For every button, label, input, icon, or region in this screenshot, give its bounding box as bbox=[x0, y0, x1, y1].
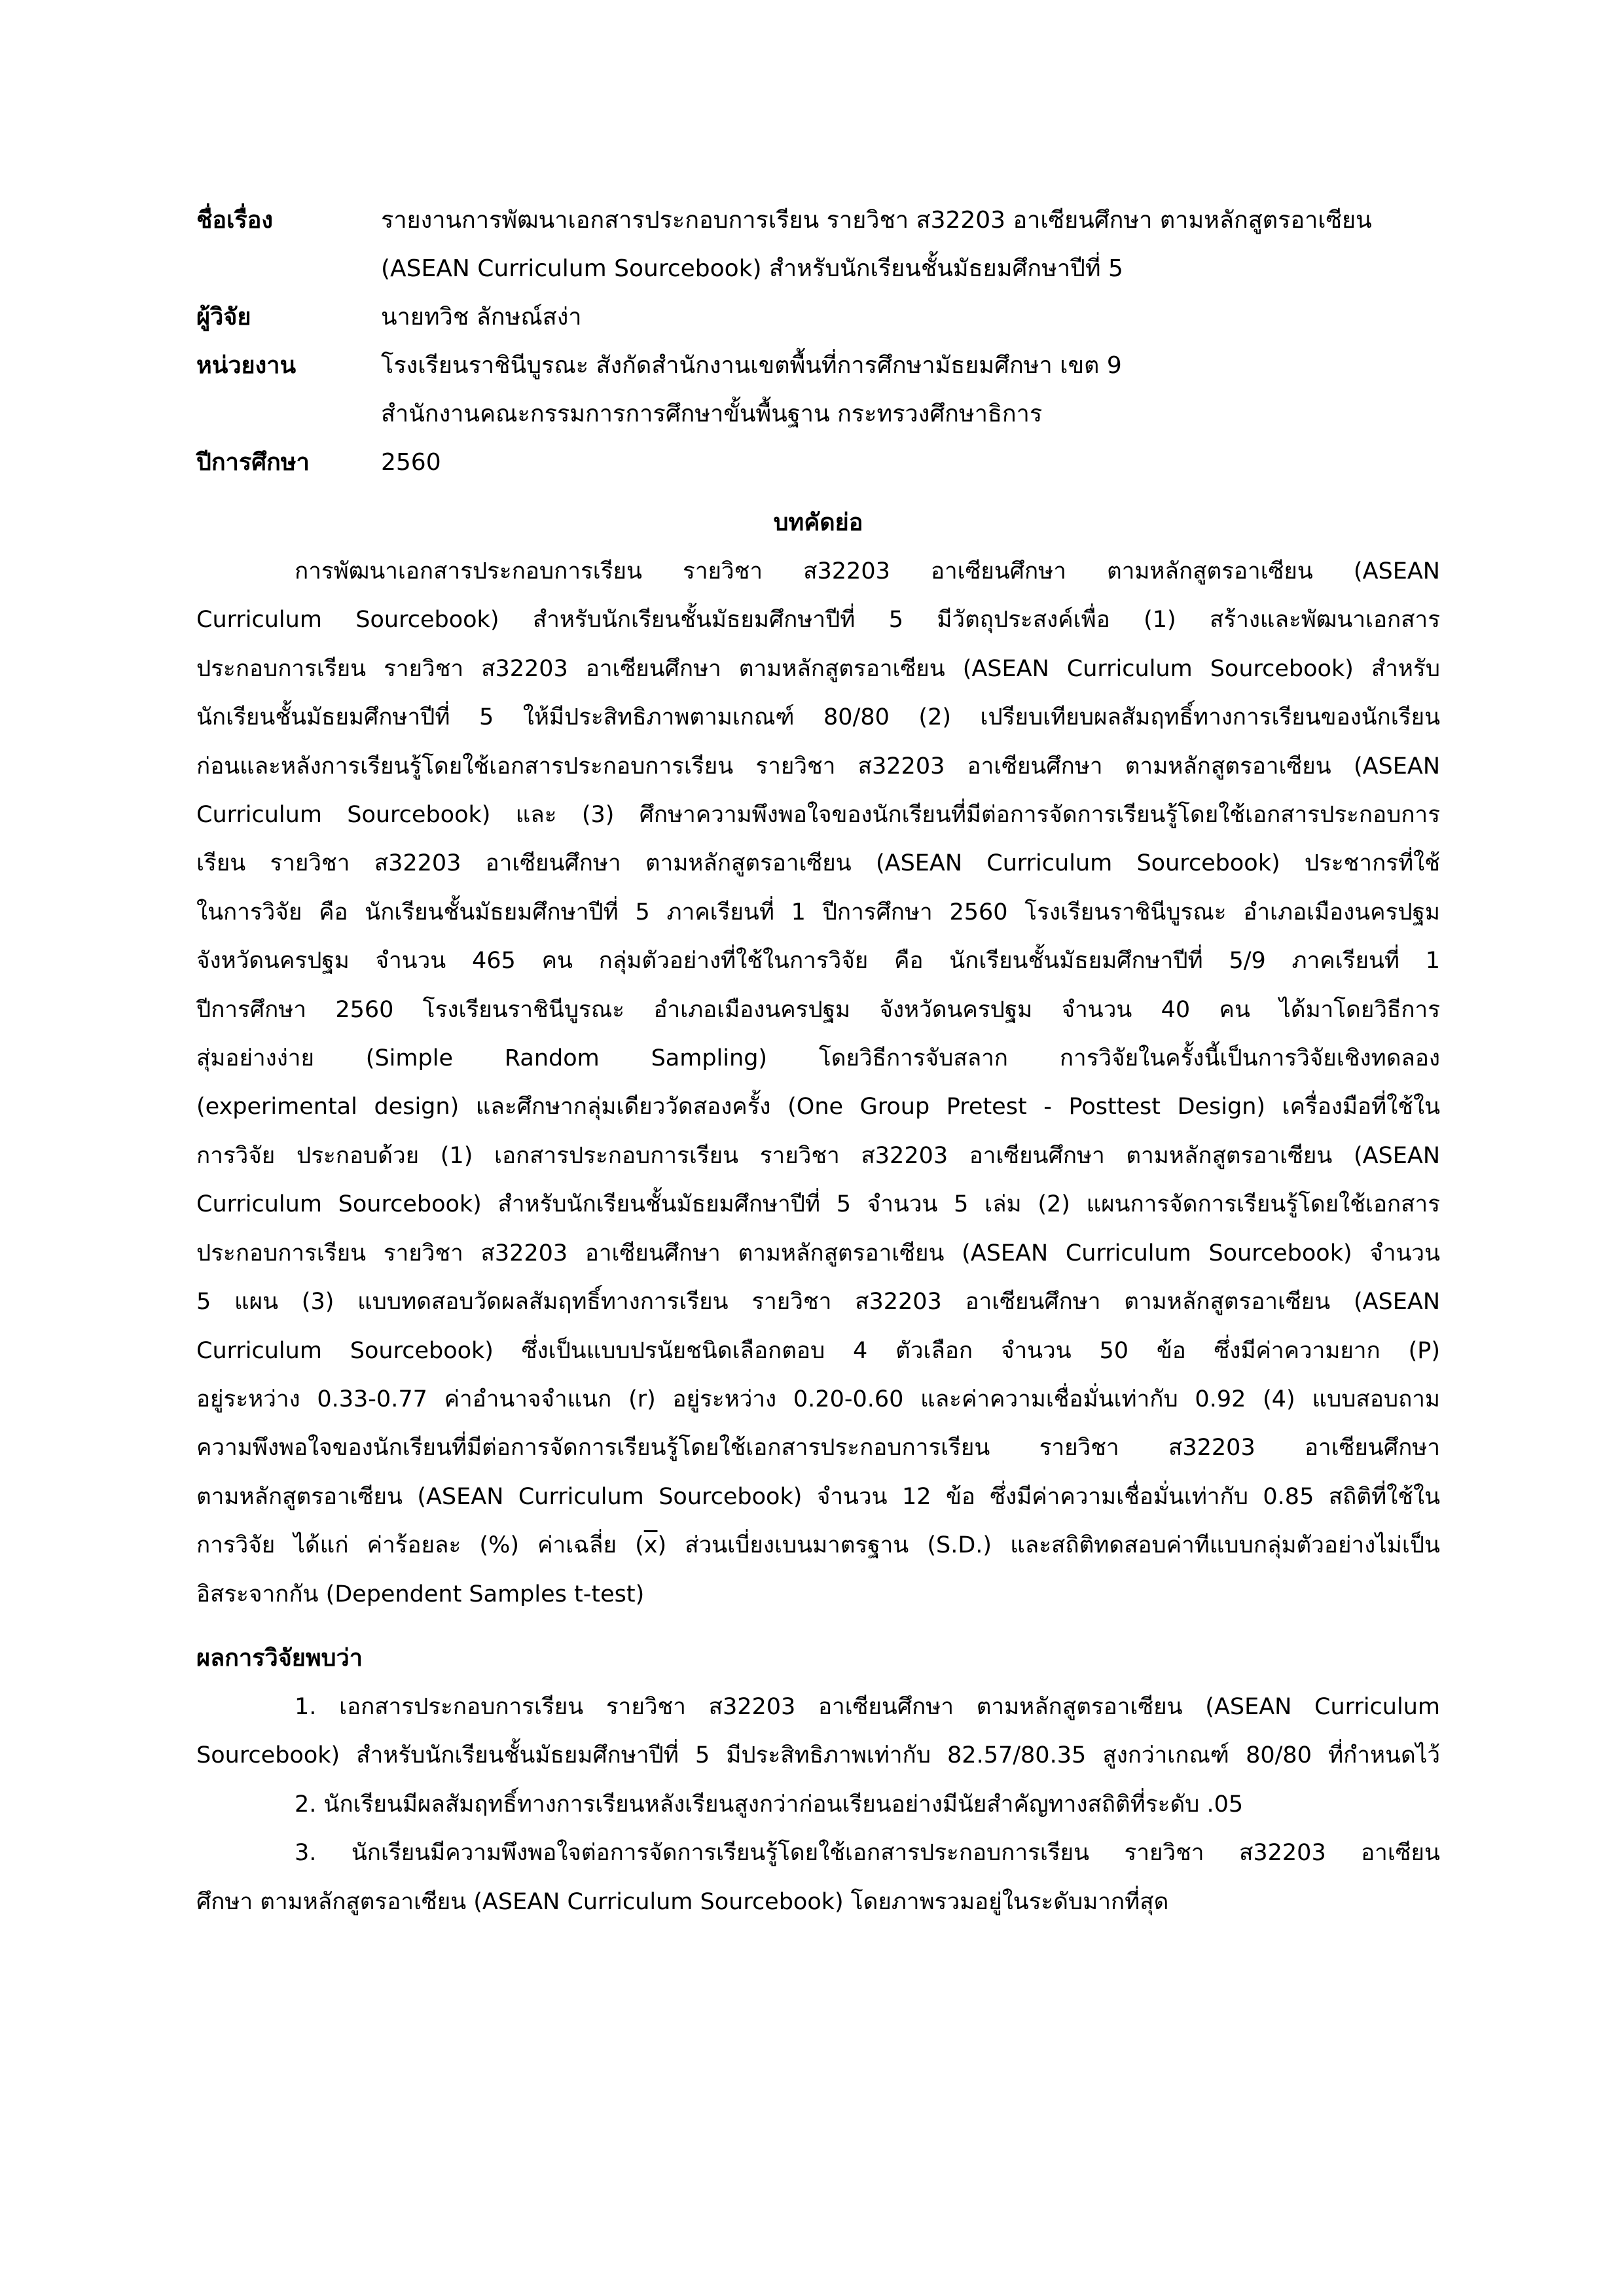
abstract-line: Curriculum Sourcebook) สำหรับนักเรียนชั้นมัธยมศึกษาปีที่ 5 จำนวน 5 เล่ม (2) แผนการจัดการเรียนรู้โดยใช้เอกสาร bbox=[196, 1191, 1440, 1218]
title-line: รายงานการพัฒนาเอกสารประกอบการเรียน รายวิชา ส32203 อาเซียนศึกษา ตามหลักสูตรอาเซียน bbox=[381, 207, 1372, 234]
abstract-line: 5 แผน (3) แบบทดสอบวัดผลสัมฤทธิ์ทางการเรียน รายวิชา ส32203 อาเซียนศึกษา ตามหลักสูตรอาเซียน (ASEAN bbox=[196, 1289, 1440, 1316]
abstract-line: อิสระจากกัน (Dependent Samples t-test) bbox=[196, 1581, 645, 1607]
abstract-line: ในการวิจัย คือ นักเรียนชั้นมัธยมศึกษาปีที่ 5 ภาคเรียนที่ 1 ปีการศึกษา 2560 โรงเรียนราชินีบูรณะ อำเภอเมืองนครปฐม bbox=[196, 899, 1440, 925]
abstract-line: ก่อนและหลังการเรียนรู้โดยใช้เอกสารประกอบการเรียน รายวิชา ส32203 อาเซียนศึกษา ตามหลักสูตรอาเซียน (ASEAN bbox=[196, 753, 1440, 780]
year-value: 2560 bbox=[381, 449, 441, 476]
result-item-3-line: ศึกษา ตามหลักสูตรอาเซียน (ASEAN Curriculum Sourcebook) โดยภาพรวมอยู่ในระดับมากที่สุด bbox=[196, 1888, 1169, 1915]
abstract-line: การวิจัย ประกอบด้วย (1) เอกสารประกอบการเรียน รายวิชา ส32203 อาเซียนศึกษา ตามหลักสูตรอาเซียน (ASEAN bbox=[196, 1142, 1440, 1169]
agency-value bbox=[381, 342, 1440, 439]
document-metadata bbox=[196, 196, 1440, 487]
result-item-1-line: Sourcebook) สำหรับนักเรียนชั้นมัธยมศึกษาปีที่ 5 มีประสิทธิภาพเท่ากับ 82.57/80.35 สูงกว่าเกณฑ์ 80/80 ที่กำหนดไว้ bbox=[196, 1742, 1440, 1769]
title-label: ชื่อเรื่อง bbox=[196, 207, 273, 234]
abstract-line: Curriculum Sourcebook) สำหรับนักเรียนชั้นมัธยมศึกษาปีที่ 5 มีวัตถุประสงค์เพื่อ (1) สร้างและพัฒนาเอกสาร bbox=[196, 607, 1440, 634]
x-bar-symbol: $\overline{x}$ bbox=[643, 1532, 658, 1559]
abstract-line: Curriculum Sourcebook) และ (3) ศึกษาความพึงพอใจของนักเรียนที่มีต่อการจัดการเรียนรู้โดยใช้เอกสารประกอบการ bbox=[196, 802, 1440, 829]
abstract-line: (experimental design) และศึกษากลุ่มเดียววัดสองครั้ง (One Group Pretest - Posttest Design) เครื่องมือที่ใช้ใน bbox=[196, 1094, 1440, 1121]
abstract-line: ตามหลักสูตรอาเซียน (ASEAN Curriculum Sourcebook) จำนวน 12 ข้อ ซึ่งมีค่าความเชื่อมั่นเท่ากับ 0.85 สถิติที่ใช้ใน bbox=[196, 1483, 1440, 1510]
title-value bbox=[381, 196, 1440, 293]
result-item-2: 2. นักเรียนมีผลสัมฤทธิ์ทางการเรียนหลังเรียนสูงกว่าก่อนเรียนอย่างมีนัยสำคัญทางสถิติที่ระดับ .05 bbox=[295, 1791, 1244, 1818]
stats-text-a: การวิจัย ได้แก่ ค่าร้อยละ (%) ค่าเฉลี่ย ( bbox=[196, 1532, 644, 1559]
year-label: ปีการศึกษา bbox=[196, 449, 310, 476]
researcher-value: นายทวิช ลักษณ์สง่า bbox=[381, 304, 582, 331]
title-line: (ASEAN Curriculum Sourcebook) สำหรับนักเรียนชั้นมัธยมศึกษาปีที่ 5 bbox=[381, 255, 1123, 282]
abstract-line: การพัฒนาเอกสารประกอบการเรียน รายวิชา ส32203 อาเซียนศึกษา ตามหลักสูตรอาเซียน (ASEAN bbox=[295, 558, 1440, 584]
agency-line: สำนักงานคณะกรรมการการศึกษาขั้นพื้นฐาน กระทรวงศึกษาธิการ bbox=[381, 401, 1043, 427]
abstract-line: ประกอบการเรียน รายวิชา ส32203 อาเซียนศึกษา ตามหลักสูตรอาเซียน (ASEAN Curriculum Sourcebook) จำนวน bbox=[196, 1240, 1440, 1266]
abstract-line: สุ่มอย่างง่าย (Simple Random Sampling) โดยวิธีการจับสลาก การวิจัยในครั้งนี้เป็นการวิจัยเชิงทดลอง bbox=[196, 1045, 1440, 1072]
results-heading: ผลการวิจัยพบว่า bbox=[196, 1644, 363, 1672]
abstract-line: Curriculum Sourcebook) ซึ่งเป็นแบบปรนัยชนิดเลือกตอบ 4 ตัวเลือก จำนวน 50 ข้อ ซึ่งมีค่าความยาก (P) bbox=[196, 1337, 1440, 1364]
agency-line: โรงเรียนราชินีบูรณะ สังกัดสำนักงานเขตพื้นที่การศึกษามัธยมศึกษา เขต 9 bbox=[381, 352, 1122, 379]
result-item-3-line: 3. นักเรียนมีความพึงพอใจต่อการจัดการเรียนรู้โดยใช้เอกสารประกอบการเรียน รายวิชา ส32203 อาเซียน bbox=[295, 1840, 1440, 1867]
abstract-line: จังหวัดนครปฐม จำนวน 465 คน กลุ่มตัวอย่างที่ใช้ในการวิจัย คือ นักเรียนชั้นมัธยมศึกษาปีที่ 5/9 ภาคเรียนที่ 1 bbox=[196, 948, 1440, 975]
results-body bbox=[196, 1683, 1440, 1926]
stats-text-b: ) ส่วนเบี่ยงเบนมาตรฐาน (S.D.) และสถิติทดสอบค่าทีแบบกลุ่มตัวอย่างไม่เป็น bbox=[657, 1532, 1440, 1559]
abstract-line: ความพึงพอใจของนักเรียนที่มีต่อการจัดการเรียนรู้โดยใช้เอกสารประกอบการเรียน รายวิชา ส32203 อาเซียนศึกษา bbox=[196, 1435, 1440, 1462]
abstract-body bbox=[196, 547, 1440, 1619]
result-item-1-line: 1. เอกสารประกอบการเรียน รายวิชา ส32203 อาเซียนศึกษา ตามหลักสูตรอาเซียน (ASEAN Curriculum bbox=[295, 1693, 1440, 1720]
abstract-heading: บทคัดย่อ bbox=[773, 509, 863, 536]
researcher-label: ผู้วิจัย bbox=[196, 304, 251, 331]
abstract-line: ปีการศึกษา 2560 โรงเรียนราชินีบูรณะ อำเภอเมืองนครปฐม จังหวัดนครปฐม จำนวน 40 คน ได้มาโดยวิธีการ bbox=[196, 996, 1440, 1023]
abstract-line: อยู่ระหว่าง 0.33-0.77 ค่าอำนาจจำแนก (r) อยู่ระหว่าง 0.20-0.60 และค่าความเชื่อมั่นเท่ากับ 0.92 (4) แบบสอบถาม bbox=[196, 1386, 1440, 1412]
abstract-line: เรียน รายวิชา ส32203 อาเซียนศึกษา ตามหลักสูตรอาเซียน (ASEAN Curriculum Sourcebook) ประชากรที่ใช้ bbox=[196, 850, 1440, 877]
document-page bbox=[196, 196, 1440, 1926]
abstract-line: นักเรียนชั้นมัธยมศึกษาปีที่ 5 ให้มีประสิทธิภาพตามเกณฑ์ 80/80 (2) เปรียบเทียบผลสัมฤทธิ์ทางการเรียนของนักเรียน bbox=[196, 704, 1440, 731]
agency-label: หน่วยงาน bbox=[196, 352, 297, 379]
abstract-line-statistics bbox=[196, 1521, 1440, 1570]
abstract-line: ประกอบการเรียน รายวิชา ส32203 อาเซียนศึกษา ตามหลักสูตรอาเซียน (ASEAN Curriculum Sourcebook) สำหรับ bbox=[196, 655, 1440, 682]
